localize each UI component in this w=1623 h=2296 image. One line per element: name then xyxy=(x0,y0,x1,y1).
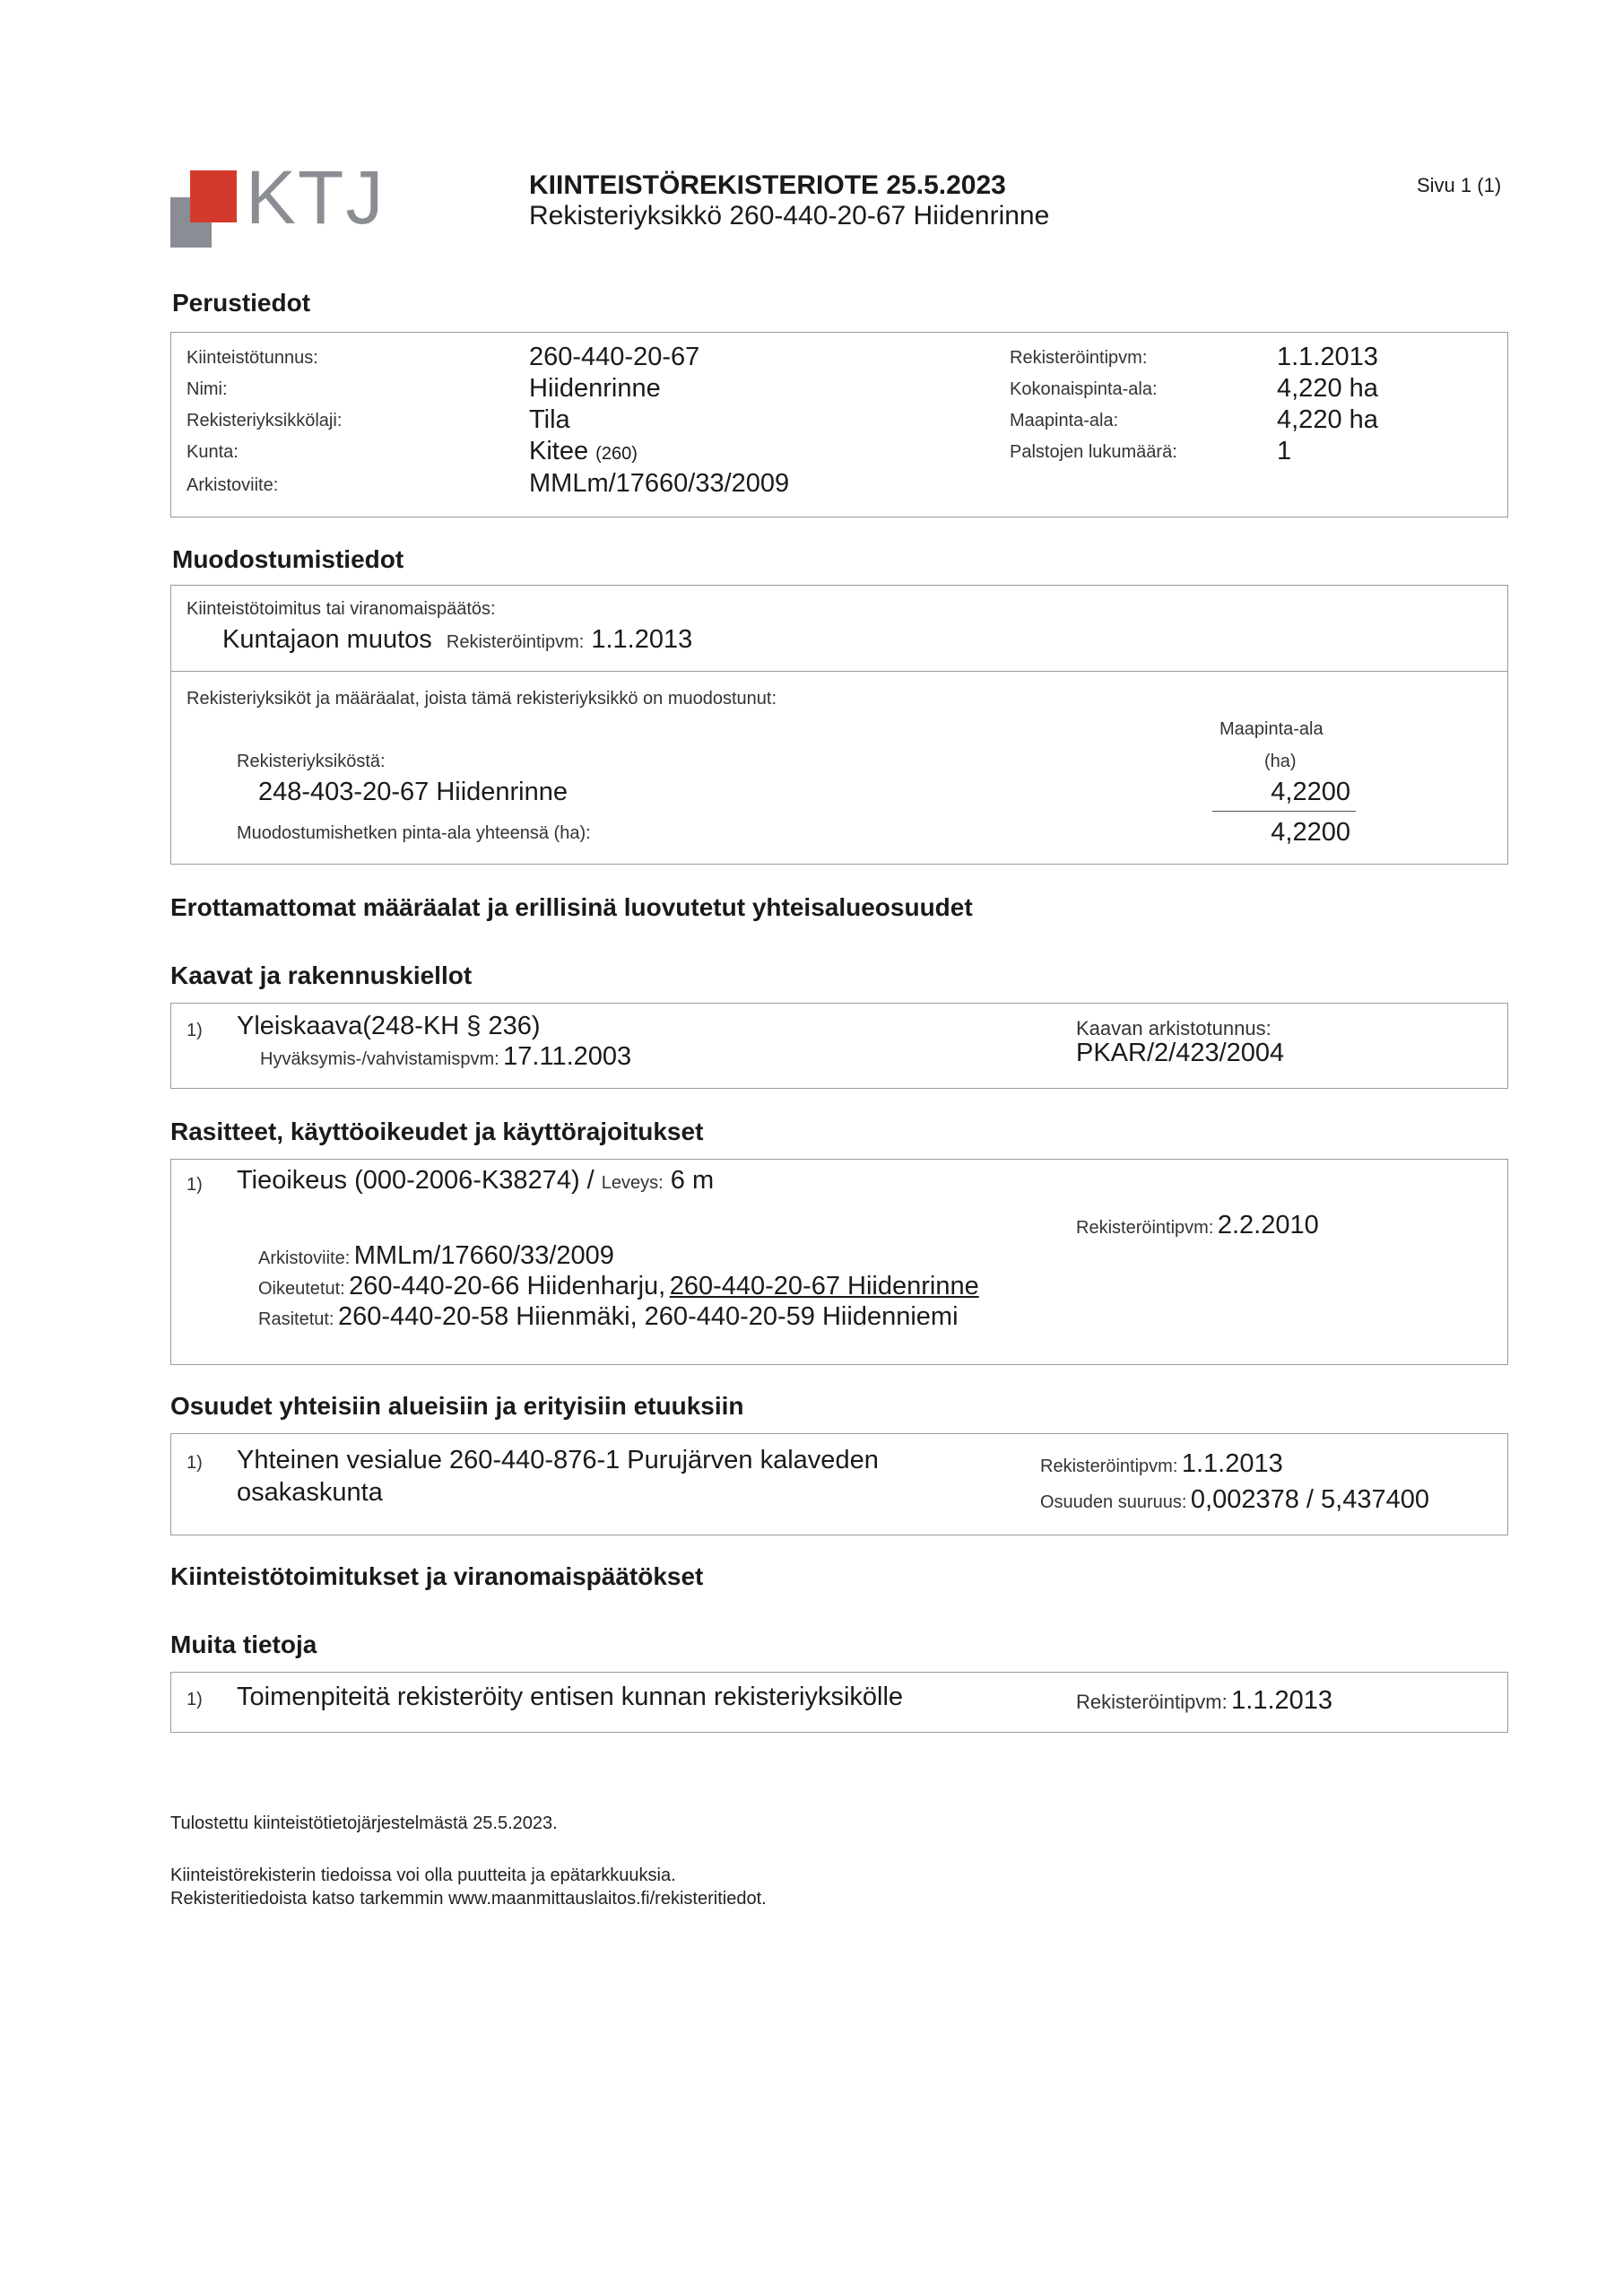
rasitteet-oikeutetut-value-1: 260-440-20-66 Hiidenharju, xyxy=(349,1272,666,1300)
document-title: KIINTEISTÖREKISTERIOTE 25.5.2023 xyxy=(529,170,1006,200)
osuudet-reg-row xyxy=(1040,1449,1283,1479)
kaavat-date-label: Hyväksymis-/vahvistamispvm: xyxy=(260,1049,499,1069)
label-maapinta-ala: Maapinta-ala: xyxy=(1010,411,1119,430)
muita-reg-row xyxy=(1076,1686,1332,1716)
section-erottamattomat-heading: Erottamattomat määräalat ja erillisinä luovutetut yhteisalueosuudet xyxy=(170,893,973,921)
rasitteet-rasitetut-label: Rasitetut: xyxy=(258,1309,334,1329)
rasitteet-reg-value: 2.2.2010 xyxy=(1217,1211,1319,1239)
rasitteet-oikeutetut-value-2: 260-440-20-67 Hiidenrinne xyxy=(669,1272,979,1300)
osuudet-reg-label: Rekisteröintipvm: xyxy=(1040,1457,1178,1476)
section-osuudet-heading: Osuudet yhteisiin alueisiin ja erityisiin etuuksiin xyxy=(170,1392,744,1420)
value-kunta xyxy=(529,437,638,466)
toimitus-reg-value: 1.1.2013 xyxy=(591,625,693,654)
kaavat-item-name: Yleiskaava(248-KH § 236) xyxy=(237,1012,541,1040)
rasitteet-archive-label: Arkistoviite: xyxy=(258,1248,351,1268)
kaavat-date-row xyxy=(260,1042,631,1072)
column-header-unit: (ha) xyxy=(1264,752,1297,771)
from-area: 4,2200 xyxy=(1271,778,1350,806)
muita-item-text: Toimenpiteitä rekisteröity entisen kunnan rekisteriyksikölle xyxy=(237,1683,904,1711)
divider xyxy=(170,671,1508,672)
label-rekisterointipvm: Rekisteröintipvm: xyxy=(1010,348,1148,368)
from-label: Rekisteriyksiköstä: xyxy=(237,752,386,771)
rasitteet-width-label: Leveys: xyxy=(601,1173,664,1193)
column-header-maapinta-ala: Maapinta-ala xyxy=(1219,719,1324,739)
kaavat-item-number: 1) xyxy=(187,1021,203,1040)
rasitteet-reg-label: Rekisteröintipvm: xyxy=(1076,1218,1214,1238)
section-toimitukset-heading: Kiinteistötoimitukset ja viranomaispäätökset xyxy=(170,1562,704,1590)
section-rasitteet-heading: Rasitteet, käyttöoikeudet ja käyttörajoitukset xyxy=(170,1118,704,1145)
rasitteet-width-value: 6 m xyxy=(670,1166,715,1195)
osuudet-item-name-line2: osakaskunta xyxy=(237,1478,383,1507)
osuudet-item-name-line1: Yhteinen vesialue 260-440-876-1 Purujärven kalaveden xyxy=(237,1446,879,1474)
kunta-name: Kitee xyxy=(529,437,589,465)
rasitteet-rasitetut-value: 260-440-20-58 Hiienmäki, 260-440-20-59 Hiidenniemi xyxy=(337,1302,959,1331)
value-rekisterointipvm: 1.1.2013 xyxy=(1277,343,1378,371)
label-palstojen-lukumaara: Palstojen lukumäärä: xyxy=(1010,442,1177,462)
section-muita-heading: Muita tietoja xyxy=(170,1631,317,1658)
kaavat-archive-label: Kaavan arkistotunnus: xyxy=(1076,1017,1271,1039)
page-number: Sivu 1 (1) xyxy=(1417,174,1502,196)
value-palstojen-lukumaara: 1 xyxy=(1277,437,1292,465)
rasitteet-reg-row xyxy=(1076,1211,1319,1240)
label-rekisteriyksikkolaji: Rekisteriyksikkölaji: xyxy=(187,411,343,430)
section-kaavat-heading: Kaavat ja rakennuskiellot xyxy=(170,961,473,989)
rasitteet-archive-row xyxy=(258,1241,614,1271)
footer-note-2: Rekisteritiedoista katso tarkemmin www.maanmittauslaitos.fi/rekisteritiedot. xyxy=(170,1889,767,1909)
osuudet-share-value: 0,002378 / 5,437400 xyxy=(1190,1485,1429,1514)
origin-label: Rekisteriyksiköt ja määräalat, joista tämä rekisteriyksikkö on muodostunut: xyxy=(187,689,777,709)
label-kiinteistotunnus: Kiinteistötunnus: xyxy=(187,348,318,368)
sum-line xyxy=(1212,811,1356,812)
label-nimi: Nimi: xyxy=(187,379,228,399)
value-rekisteriyksikkolaji: Tila xyxy=(529,405,570,434)
section-muodostumistiedot-heading: Muodostumistiedot xyxy=(172,545,404,573)
kunta-code: (260) xyxy=(595,444,638,464)
toimitus-label: Kiinteistötoimitus tai viranomaispäätös: xyxy=(187,599,496,619)
label-kokonaispinta-ala: Kokonaispinta-ala: xyxy=(1010,379,1158,399)
value-arkistoviite: MMLm/17660/33/2009 xyxy=(529,469,790,498)
rasitteet-rasitetut-row xyxy=(258,1302,959,1332)
muita-reg-label: Rekisteröintipvm: xyxy=(1076,1691,1228,1713)
value-nimi: Hiidenrinne xyxy=(529,374,661,403)
kaavat-date-value: 17.11.2003 xyxy=(503,1042,632,1071)
label-arkistoviite: Arkistoviite: xyxy=(187,475,279,495)
kaavat-archive-value: PKAR/2/423/2004 xyxy=(1076,1039,1285,1067)
osuudet-item-number: 1) xyxy=(187,1453,203,1473)
rasitteet-oikeutetut-row xyxy=(258,1272,979,1301)
document-subtitle: Rekisteriyksikkö 260-440-20-67 Hiidenrinne xyxy=(529,201,1050,230)
section-perustiedot-heading: Perustiedot xyxy=(172,289,311,317)
osuudet-share-row xyxy=(1040,1485,1429,1515)
rasitteet-item-number: 1) xyxy=(187,1175,203,1195)
osuudet-reg-value: 1.1.2013 xyxy=(1181,1449,1283,1478)
value-kiinteistotunnus: 260-440-20-67 xyxy=(529,343,700,371)
toimitus-reg-label: Rekisteröintipvm: xyxy=(446,632,585,652)
footer-printed: Tulostettu kiinteistötietojärjestelmästä 25.5.2023. xyxy=(170,1813,558,1833)
osuudet-share-label: Osuuden suuruus: xyxy=(1040,1492,1187,1512)
muita-reg-value: 1.1.2013 xyxy=(1231,1686,1333,1715)
label-kunta: Kunta: xyxy=(187,442,239,462)
total-label: Muodostumishetken pinta-ala yhteensä (ha): xyxy=(237,823,591,843)
rasitteet-oikeutetut-label: Oikeutetut: xyxy=(258,1279,345,1299)
muita-item-number: 1) xyxy=(187,1690,203,1709)
rasitteet-item-name: Tieoikeus (000-2006-K38274) / xyxy=(237,1166,595,1195)
value-maapinta-ala: 4,220 ha xyxy=(1277,405,1378,434)
logo-text: KTJ xyxy=(246,155,386,239)
rasitteet-item-row xyxy=(237,1166,714,1196)
toimitus-row xyxy=(222,625,692,655)
ktj-logo xyxy=(170,154,386,251)
rasitteet-archive-value: MMLm/17660/33/2009 xyxy=(353,1241,614,1270)
logo-red-block xyxy=(190,170,237,222)
footer-note-1: Kiinteistörekisterin tiedoissa voi olla puutteita ja epätarkkuuksia. xyxy=(170,1866,676,1885)
value-kokonaispinta-ala: 4,220 ha xyxy=(1277,374,1378,403)
from-value: 248-403-20-67 Hiidenrinne xyxy=(258,778,568,806)
toimitus-value: Kuntajaon muutos xyxy=(222,625,432,654)
total-value: 4,2200 xyxy=(1271,818,1350,847)
